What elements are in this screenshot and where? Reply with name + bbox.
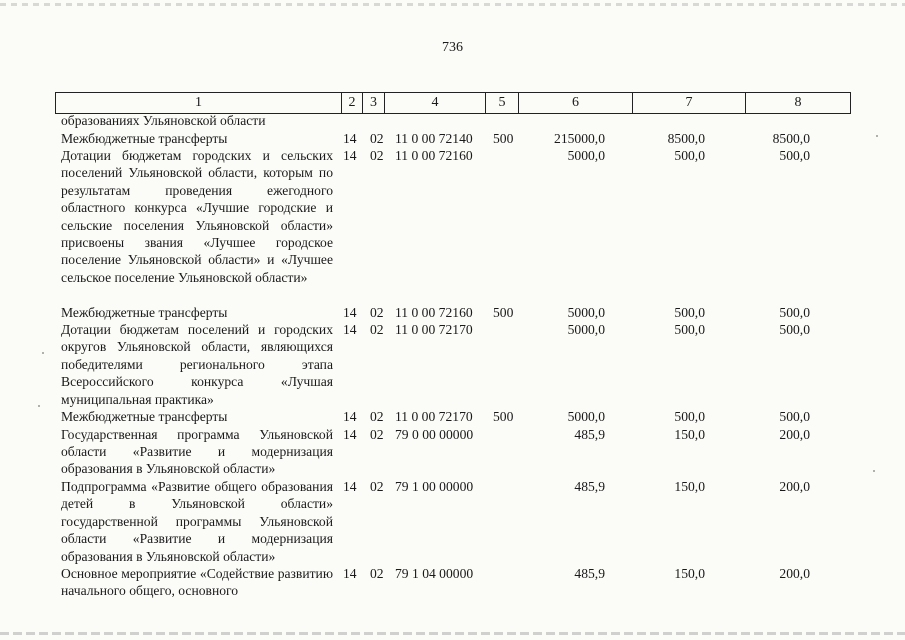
row-amount-6: 485,9: [574, 566, 605, 581]
header-col-1: 1: [56, 93, 342, 113]
header-col-4: 4: [385, 93, 486, 113]
row-amount-7: 150,0: [674, 426, 705, 442]
row-target-code: 11 0 00 72140: [395, 130, 473, 146]
row-target-code: 79 1 04 00000: [395, 566, 474, 581]
scan-speck: [42, 352, 44, 354]
row-name: образованиях Ульяновской области: [61, 113, 266, 128]
row-amount-8: 500,0: [779, 409, 810, 424]
row-amount-6: 5000,0: [567, 148, 605, 163]
row-amount-6: 485,9: [574, 426, 605, 442]
row-amount-7: 150,0: [674, 479, 705, 494]
scan-speck: [873, 470, 875, 472]
row-name: Межбюджетные трансферты: [61, 409, 228, 424]
row-amount-7: 500,0: [674, 322, 705, 337]
row-section: 14: [343, 322, 357, 337]
header-col-7: 7: [633, 93, 746, 113]
table-header: [55, 92, 851, 114]
table-row: [0, 304, 905, 322]
row-amount-7: 500,0: [674, 409, 705, 424]
row-target-code: 11 0 00 72170: [395, 409, 473, 424]
row-amount-6: 5000,0: [567, 304, 605, 320]
row-subsection: 02: [370, 479, 384, 494]
row-name: Дотации бюджетам поселений и городских округов Ульяновской области, являющихся победителями регионального этапа Всероссийского конкурса «Лучшая муниципальная практика»: [61, 322, 333, 407]
row-section: 14: [343, 566, 357, 581]
header-col-5: 5: [486, 93, 519, 113]
row-expense-type: 500: [493, 409, 514, 424]
row-amount-8: 8500,0: [772, 130, 810, 146]
table-row: [0, 478, 905, 565]
row-section: 14: [343, 426, 357, 442]
row-amount-8: 200,0: [779, 426, 810, 442]
table-body: [0, 112, 905, 605]
row-section: 14: [343, 304, 357, 320]
table-row: [0, 321, 905, 408]
table-row: [0, 408, 905, 426]
row-amount-7: 500,0: [674, 304, 705, 320]
row-expense-type: 500: [493, 130, 514, 146]
row-amount-7: 150,0: [674, 566, 705, 581]
header-col-6: 6: [519, 93, 633, 113]
row-subsection: 02: [370, 426, 384, 442]
row-amount-6: 215000,0: [554, 130, 605, 146]
header-col-8: 8: [746, 93, 851, 113]
row-section: 14: [343, 479, 357, 494]
row-name: Подпрограмма «Развитие общего образования детей в Ульяновской области» государственной программы Ульяновской области «Развитие и модернизация образования в Ульяновской области»: [61, 479, 333, 564]
row-amount-6: 5000,0: [567, 322, 605, 337]
row-name: Межбюджетные трансферты: [61, 130, 228, 146]
row-name: Межбюджетные трансферты: [61, 304, 228, 320]
row-name: Государственная программа Ульяновской области «Развитие и модернизация образования в Ульяновской области»: [61, 426, 333, 477]
row-amount-8: 200,0: [779, 566, 810, 581]
table-row: [0, 130, 905, 148]
page-number: 736: [442, 40, 463, 55]
row-subsection: 02: [370, 566, 384, 581]
table-row: [0, 565, 905, 605]
header-col-3: 3: [363, 93, 385, 113]
row-amount-7: 500,0: [674, 148, 705, 163]
row-amount-8: 500,0: [779, 304, 810, 320]
row-section: 14: [343, 130, 357, 146]
row-subsection: 02: [370, 148, 384, 163]
row-target-code: 79 1 00 00000: [395, 479, 474, 494]
row-name: Основное мероприятие «Содействие развитию начального общего, основного: [61, 566, 333, 599]
scan-edge-top: [0, 3, 905, 6]
scan-edge-bottom: [0, 632, 905, 635]
row-subsection: 02: [370, 130, 384, 146]
row-amount-8: 500,0: [779, 322, 810, 337]
row-section: 14: [343, 148, 357, 163]
row-section: 14: [343, 409, 357, 424]
row-name: Дотации бюджетам городских и сельских поселений Ульяновской области, которым по результатам проведения ежегодного областного конкурса «Лучшие городские и сельские поселения Ульяновской области» присвоены звания «Лучшее городское поселение Ульяновской области» и «Лучшее сельское поселение Ульяновской области»: [61, 148, 333, 285]
row-amount-6: 485,9: [574, 479, 605, 494]
table-row: [0, 147, 905, 304]
row-amount-6: 5000,0: [567, 409, 605, 424]
row-amount-7: 8500,0: [667, 130, 705, 146]
row-amount-8: 200,0: [779, 479, 810, 494]
row-subsection: 02: [370, 409, 384, 424]
row-expense-type: 500: [493, 304, 514, 320]
row-amount-8: 500,0: [779, 148, 810, 163]
table-row: [0, 426, 905, 479]
row-target-code: 11 0 00 72160: [395, 148, 473, 163]
row-subsection: 02: [370, 322, 384, 337]
row-target-code: 79 0 00 00000: [395, 426, 474, 442]
header-col-2: 2: [342, 93, 363, 113]
scan-speck: [38, 405, 40, 407]
row-subsection: 02: [370, 304, 384, 320]
row-target-code: 11 0 00 72160: [395, 304, 473, 320]
row-target-code: 11 0 00 72170: [395, 322, 473, 337]
scan-speck: [876, 135, 878, 137]
table-row: [0, 112, 905, 130]
